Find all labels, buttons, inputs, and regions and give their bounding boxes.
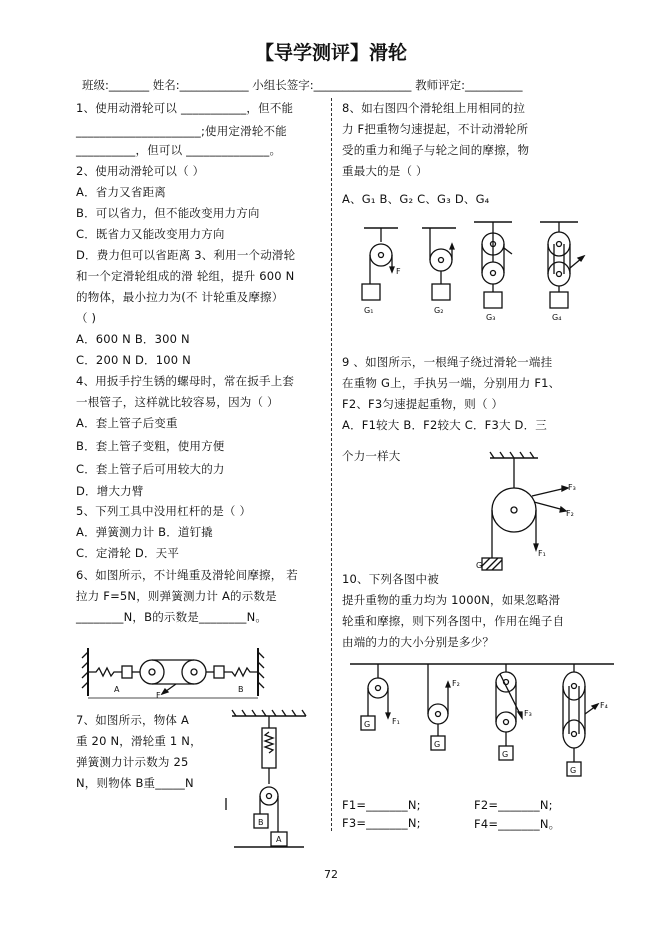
q6-label-a: A — [114, 685, 120, 694]
q8-label-g4: G₄ — [552, 313, 562, 322]
q7-line2: 重 20 N，滑轮重 1 N， — [76, 734, 202, 748]
q10-label-g4: G — [570, 766, 577, 775]
q8-line2: 力 F把重物匀速提起，不计动滑轮所 — [342, 122, 529, 136]
q5-options-cd: C．定滑轮 D．天平 — [76, 546, 180, 560]
q4-option-c: C．套上管子后可用较大的力 — [76, 462, 225, 476]
q9-label-f2: F₂ — [566, 509, 574, 518]
q4-line1: 4、用扳手拧生锈的螺母时，常在扳手上套 — [76, 374, 295, 388]
q10-line4: 由端的力的大小分别是多少？ — [342, 635, 495, 649]
q9-label-f3: F₃ — [568, 483, 576, 492]
q10-label-f3: F₃ — [524, 709, 532, 718]
q7-figure — [224, 708, 314, 858]
q10-label-g2: G — [434, 740, 441, 749]
q1-line3: __________，但可以 ______________。 — [76, 143, 282, 157]
column-divider — [331, 98, 332, 831]
q1-line1: 1、使用动滑轮可以 ___________，但不能 — [76, 101, 294, 115]
q3-line3: 的物体，最小拉力为(不 计轮重及摩擦） — [76, 290, 284, 304]
q8-label-g3: G₃ — [486, 313, 496, 322]
q6-line2: 拉力 F=5N，则弹簧测力计 A的示数是 — [76, 589, 277, 603]
q9-options: A．F1较大 B．F2较大 C．F3大 D．三 — [342, 418, 548, 432]
q3-options-ab: A．600 N B．300 N — [76, 332, 190, 346]
q6-label-f: F — [156, 691, 161, 700]
q7-line1: 7、如图所示，物体 A — [76, 713, 190, 727]
q6-figure — [78, 640, 268, 704]
q6-line3: ________N，B的示数是________N。 — [76, 610, 268, 624]
answer-f2: F2=_______N; — [474, 798, 553, 812]
q9-options-tail: 个力一样大 — [342, 449, 401, 463]
q10-figure — [344, 656, 620, 784]
q4-option-b: B．套上管子变粗，使用方便 — [76, 439, 225, 453]
q2-option-c: C．既省力又能改变用力方向 — [76, 227, 225, 241]
q1-line2: _____________________;使用定滑轮不能 — [76, 124, 287, 138]
answer-f4: F4=_______N。 — [474, 817, 561, 831]
q3-answer-paren: （ ) — [76, 311, 97, 325]
q9-line2: 在重物 G上，手执另一端，分别用力 F1、 — [342, 376, 561, 390]
q9-figure — [476, 452, 588, 576]
q2-option-b: B．可以省力，但不能改变用力方向 — [76, 206, 260, 220]
q10-label-f4: F₄ — [600, 701, 608, 710]
q7-label-a: A — [276, 835, 282, 844]
q10-line2: 提升重物的重力均为 1000N，如果忽略滑 — [342, 593, 561, 607]
answer-f1: F1=_______N; — [342, 798, 421, 812]
page-title: 【导学测评】滑轮 — [254, 42, 407, 64]
q5-stem: 5、下列工具中没用杠杆的是（ ） — [76, 504, 252, 518]
q8-options: A、G₁ B、G₂ C、G₃ D、G₄ — [342, 192, 490, 206]
q10-label-f1: F₁ — [392, 717, 400, 726]
q5-options-ab: A．弹簧测力计 B．道钉撬 — [76, 525, 214, 539]
q9-line1: 9 、如图所示，一根绳子绕过滑轮一端挂 — [342, 355, 553, 369]
q9-line3: F2、F3匀速提起重物，则（ ） — [342, 397, 504, 411]
q8-line4: 重最大的是（ ） — [342, 164, 428, 178]
q10-line1: 10、下列各图中被 — [342, 572, 439, 586]
q8-label-g2: G₂ — [434, 306, 444, 315]
q8-label-g1: G₁ — [364, 306, 374, 315]
q10-label-f2: F₂ — [452, 679, 460, 688]
answer-f3: F3=_______N; — [342, 816, 421, 830]
q10-line3: 轮重和摩擦，则下列各图中，作用在绳子自 — [342, 614, 565, 628]
q10-label-g3: G — [502, 750, 509, 759]
q6-label-b: B — [238, 685, 244, 694]
q8-line1: 8、如右图四个滑轮组上用相同的拉 — [342, 101, 526, 115]
q3-line2: 和一个定滑轮组成的滑 轮组，提升 600 N — [76, 269, 295, 283]
q7-label-b: B — [258, 818, 264, 827]
q4-option-a: A．套上管子后变重 — [76, 416, 178, 430]
q8-figure — [350, 218, 600, 324]
q8-line3: 受的重力和绳子与轮之间的摩擦，物 — [342, 143, 530, 157]
q3-options-cd: C．200 N D．100 N — [76, 353, 191, 367]
q2-option-a: A．省力又省距离 — [76, 185, 166, 199]
q9-label-f1: F₁ — [538, 549, 546, 558]
q2-stem: 2、使用动滑轮可以（ ） — [76, 164, 205, 178]
q10-label-g1: G — [364, 720, 371, 729]
q7-line4: N，则物体 B重_____N — [76, 776, 194, 790]
q6-line1: 6、如图所示，不计绳重及滑轮间摩擦， 若 — [76, 568, 298, 582]
q4-option-d: D．增大力臂 — [76, 484, 144, 498]
q2-option-d-q3-line1: D．费力但可以省距离 3、利用一个动滑轮 — [76, 248, 296, 262]
q8-label-f: F — [396, 267, 401, 276]
q7-line3: 弹簧测力计示数为 25 — [76, 755, 189, 769]
q4-line2: 一根管子，这样就比较容易，因为（ ） — [76, 395, 279, 409]
page-number: 72 — [324, 868, 338, 881]
q9-label-g: G — [476, 561, 483, 570]
student-info-header: 班级:_______ 姓名:____________ 小组长签字:_________________ 教师评定:__________ — [82, 78, 523, 92]
